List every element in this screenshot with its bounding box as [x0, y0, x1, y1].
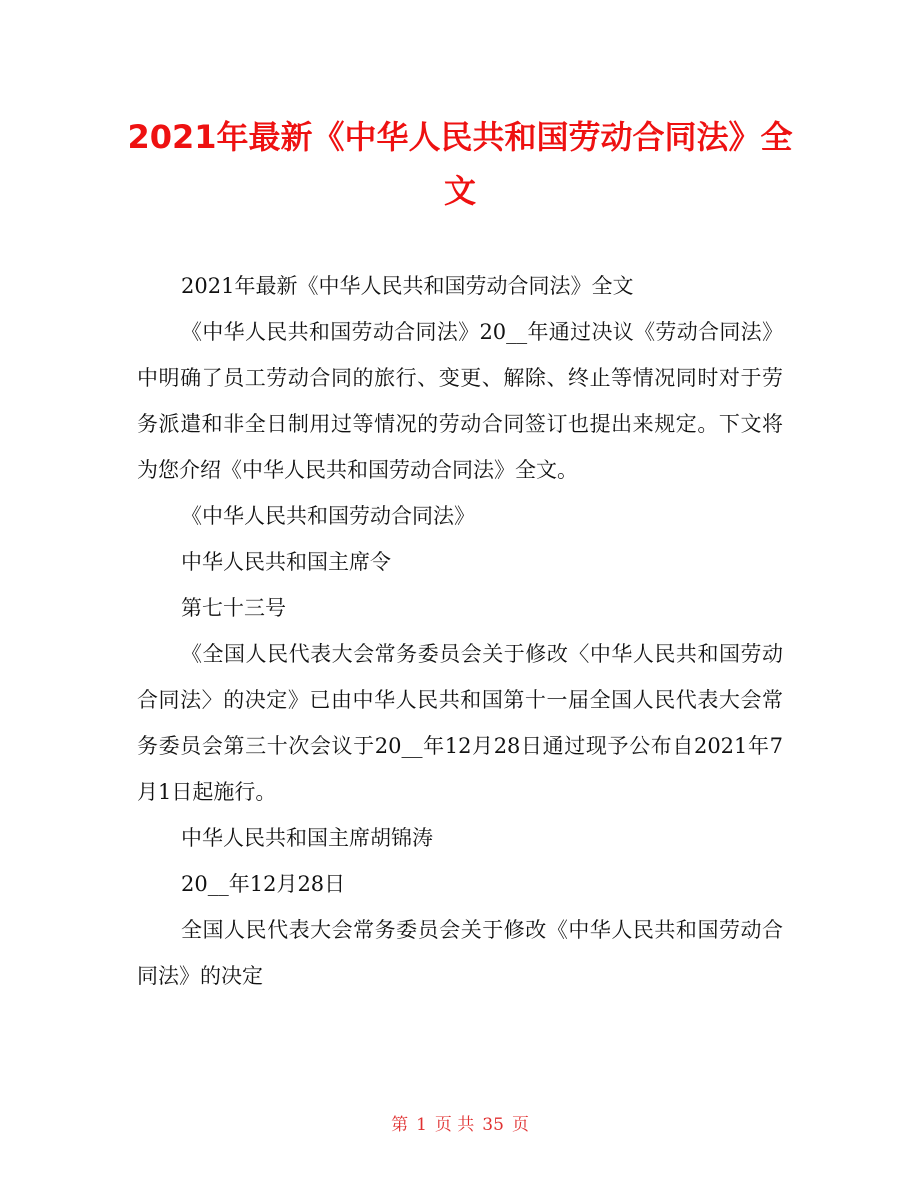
page-title: 2021年最新《中华人民共和国劳动合同法》全文	[127, 118, 793, 210]
paragraph-decree-title: 中华人民共和国主席令	[181, 550, 391, 574]
paragraph-decision-title: 全国人民代表大会常务委员会关于修改《中华人民共和国劳动合同法》的决定	[137, 918, 783, 988]
footer-prefix: 第	[391, 1115, 409, 1135]
footer-middle: 页 共	[434, 1115, 475, 1135]
page-footer	[0, 1112, 920, 1138]
paragraph-signature: 中华人民共和国主席胡锦涛	[181, 826, 433, 850]
document-body	[137, 263, 783, 999]
footer-suffix: 页	[511, 1115, 529, 1135]
paragraph-date: 20__年12月28日	[181, 872, 346, 896]
paragraph-decision-announcement: 《全国人民代表大会常务委员会关于修改〈中华人民共和国劳动合同法〉的决定》已由中华人民共和国第十一届全国人民代表大会常务委员会第三十次会议于20__年12月28日通过现予公布自2021年7月1日起施行。	[137, 642, 783, 804]
footer-current-page: 1	[416, 1115, 427, 1135]
paragraph-law-name: 《中华人民共和国劳动合同法》	[181, 504, 475, 528]
paragraph-intro: 《中华人民共和国劳动合同法》20__年通过决议《劳动合同法》中明确了员工劳动合同的旅行、变更、解除、终止等情况同时对于劳务派遣和非全日制用过等情况的劳动合同签订也提出来规定。下文将为您介绍《中华人民共和国劳动合同法》全文。	[137, 320, 783, 482]
footer-total-pages: 35	[482, 1115, 504, 1135]
paragraph-heading-repeat: 2021年最新《中华人民共和国劳动合同法》全文	[181, 274, 634, 298]
paragraph-decree-number: 第七十三号	[181, 596, 286, 620]
